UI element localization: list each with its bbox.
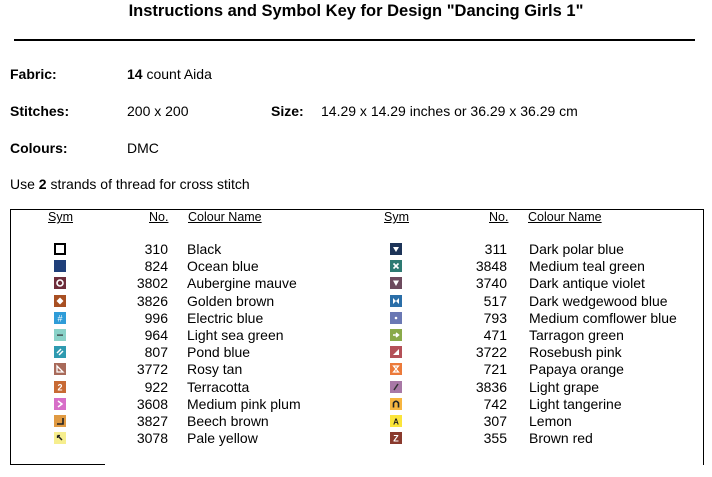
colours-label: Colours: [10, 140, 68, 156]
symbol-arch-icon [390, 398, 402, 410]
colour-name: Light grape [529, 378, 600, 395]
header-sym-left: Sym [48, 210, 73, 224]
symbol-heart-icon [390, 243, 402, 255]
size-label: Size: [271, 103, 304, 119]
colour-name: Medium pink plum [187, 395, 301, 412]
colour-name: Aubergine mauve [187, 275, 297, 292]
symbol-letterZ-icon [390, 432, 402, 444]
dmc-number: 3836 [475, 378, 507, 395]
symbol-square-icon [54, 243, 66, 255]
symbol-hourglass-icon [390, 363, 402, 375]
dmc-number: 3848 [475, 258, 507, 275]
dmc-number: 793 [483, 309, 507, 326]
dmc-number: 3826 [136, 292, 168, 309]
title-divider [14, 39, 695, 41]
symbol-caret-icon [54, 432, 66, 444]
strands-post: strands of thread for cross stitch [50, 176, 250, 192]
colour-name: Beech brown [187, 413, 269, 429]
dmc-number: 311 [484, 241, 507, 257]
dmc-number: 3722 [475, 344, 507, 361]
header-name-right: Colour Name [528, 210, 602, 224]
colour-name: Papaya orange [529, 361, 624, 378]
strands-instruction [10, 176, 250, 192]
dmc-number: 964 [144, 327, 168, 343]
dmc-number: 355 [483, 430, 507, 447]
symbol-arrow-icon [390, 329, 402, 341]
svg-text:#: # [57, 313, 63, 324]
header-sym-right: Sym [384, 210, 409, 224]
colour-name: Dark polar blue [529, 241, 624, 257]
stitches-value: 200 x 200 [127, 103, 189, 119]
colour-name: Medium teal green [529, 258, 645, 275]
colour-name: Black [187, 241, 222, 257]
colour-name: Rosy tan [187, 361, 243, 378]
colour-name: Tarragon green [529, 327, 624, 343]
symbol-triangle-icon [54, 363, 66, 375]
dmc-number: 996 [144, 309, 168, 326]
colour-name: Light sea green [187, 327, 284, 343]
header-no-right: No. [489, 210, 509, 224]
fabric-text: count Aida [146, 66, 212, 82]
page-title: Instructions and Symbol Key for Design "Dancing Girls 1" [128, 2, 584, 20]
strands-count: 2 [38, 176, 47, 192]
symbol-cross-icon [390, 260, 402, 272]
symbol-chevron-icon [54, 398, 66, 410]
dmc-number: 517 [483, 292, 507, 309]
fabric-count: 14 [127, 66, 143, 82]
dmc-number: 3608 [136, 395, 168, 412]
colour-name: Lemon [529, 413, 572, 429]
dmc-number: 3772 [136, 361, 168, 378]
symbol-hash-icon [54, 312, 66, 324]
dmc-number: 3078 [136, 430, 168, 447]
strands-pre: Use [10, 176, 35, 192]
fabric-value [127, 66, 212, 82]
colour-name: Pond blue [187, 344, 251, 361]
colour-name: Medium comflower blue [529, 309, 677, 326]
size-value: 14.29 x 14.29 inches or 36.29 x 36.29 cm [321, 103, 578, 119]
table-bottom-rule [10, 464, 105, 465]
dmc-number: 307 [483, 413, 507, 429]
symbol-slash-icon [390, 381, 402, 393]
dmc-number: 3827 [136, 413, 168, 429]
colour-name: Dark antique violet [529, 275, 645, 292]
colour-name: Rosebush pink [529, 344, 622, 361]
colours-value: DMC [127, 140, 159, 156]
colour-name: Light tangerine [529, 395, 622, 412]
dmc-number: 807 [144, 344, 168, 361]
symbol-downtri-icon [390, 277, 402, 289]
svg-text:A: A [393, 417, 399, 427]
dmc-number: 310 [144, 241, 168, 257]
dmc-number: 824 [144, 258, 168, 275]
header-name-left: Colour Name [188, 210, 262, 224]
dmc-number: 3802 [136, 275, 168, 292]
symbol-wedge-icon [390, 346, 402, 358]
colour-name: Electric blue [187, 309, 264, 326]
dmc-number: 3740 [475, 275, 507, 292]
svg-text:2: 2 [57, 382, 63, 393]
fabric-label: Fabric: [10, 66, 57, 82]
dmc-number: 922 [144, 378, 168, 395]
symbol-two-icon [54, 381, 66, 393]
symbol-circle-icon [54, 277, 66, 289]
colour-name: Ocean blue [187, 258, 259, 275]
symbol-letterA-icon [390, 415, 402, 427]
stitches-label: Stitches: [10, 103, 70, 119]
colour-name: Brown red [529, 430, 593, 447]
symbol-diamond-icon [54, 295, 66, 307]
dmc-number: 471 [483, 327, 507, 343]
symbol-slashes-icon [54, 346, 66, 358]
colour-name: Golden brown [187, 292, 275, 309]
dmc-number: 742 [483, 395, 507, 412]
symbol-dot-icon [390, 312, 402, 324]
symbol-bowtie-icon [390, 295, 402, 307]
dmc-number: 721 [483, 361, 507, 378]
symbol-dash-icon [54, 329, 66, 341]
header-no-left: No. [149, 210, 169, 224]
symbol-solid-icon [54, 260, 66, 272]
colour-name: Terracotta [187, 378, 250, 395]
colour-name: Dark wedgewood blue [529, 292, 668, 309]
svg-text:Z: Z [393, 433, 399, 444]
colour-name: Pale yellow [187, 430, 258, 447]
symbol-corner-icon [54, 415, 66, 427]
